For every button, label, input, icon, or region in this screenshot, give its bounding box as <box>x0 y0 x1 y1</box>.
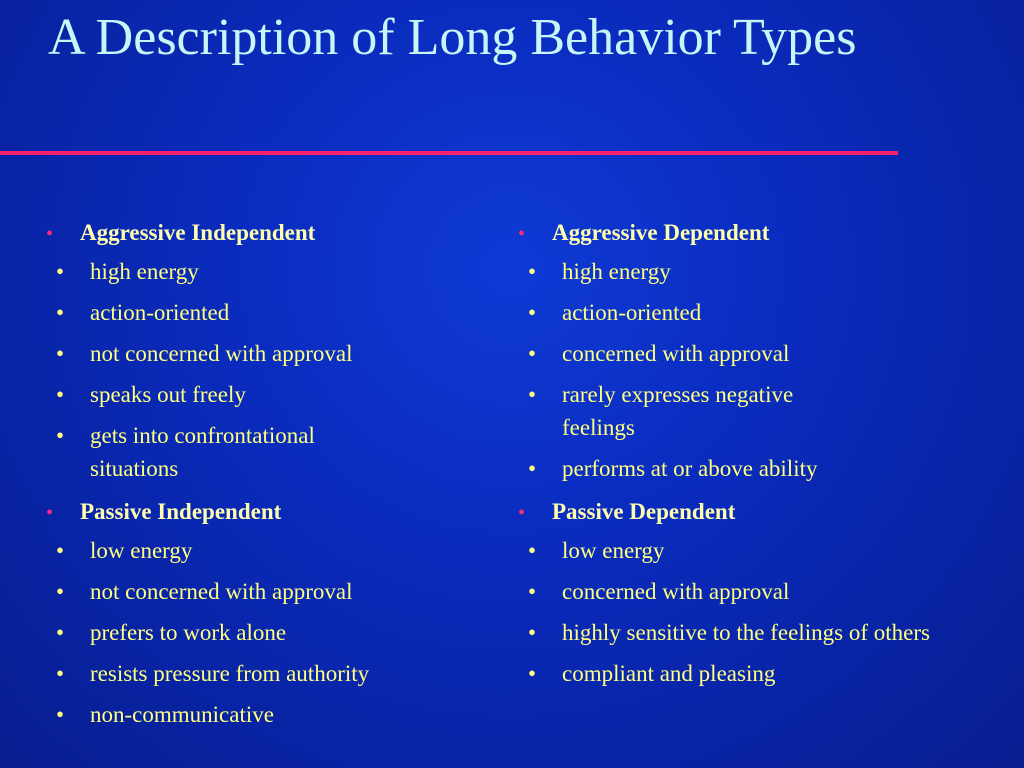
list-item-text: action-oriented <box>90 300 230 325</box>
list-item <box>46 296 516 329</box>
list-item-text: concerned with approval <box>562 341 790 366</box>
right-column <box>518 214 1008 698</box>
list-item-text: compliant and pleasing <box>562 661 776 686</box>
list-item <box>518 575 1008 608</box>
list-item-text: high energy <box>562 259 671 284</box>
bullet-icon: • <box>56 661 65 686</box>
group-passive-independent <box>46 493 516 731</box>
list-item <box>518 378 1008 444</box>
list-item-text: gets into confrontational situations <box>90 423 315 481</box>
bullet-icon: • <box>56 259 65 284</box>
bullet-icon: • <box>56 702 65 727</box>
list-item <box>46 378 516 411</box>
list-item-text: resists pressure from authority <box>90 661 370 686</box>
bullet-icon: • <box>528 259 537 284</box>
list-item-text: low energy <box>90 538 193 563</box>
list-item-text: rarely expresses negative feelings <box>562 382 794 440</box>
bullet-list <box>46 255 516 485</box>
bullet-icon: • <box>518 502 526 524</box>
list-item <box>46 534 516 567</box>
bullet-icon: • <box>56 382 65 407</box>
group-heading <box>518 214 1008 255</box>
bullet-icon: • <box>46 223 54 245</box>
list-item-text: non-communicative <box>90 702 274 727</box>
list-item <box>518 657 1008 690</box>
group-heading <box>518 493 1008 534</box>
list-item <box>46 419 516 485</box>
list-item <box>518 452 1008 485</box>
list-item-text: prefers to work alone <box>90 620 287 645</box>
group-title: Aggressive Independent <box>80 220 316 245</box>
list-item-text: high energy <box>90 259 199 284</box>
bullet-icon: • <box>56 538 65 563</box>
list-item-text: performs at or above ability <box>562 456 818 481</box>
bullet-icon: • <box>528 456 537 481</box>
bullet-icon: • <box>56 579 65 604</box>
bullet-icon: • <box>528 620 537 645</box>
list-item <box>46 616 516 649</box>
group-title: Passive Independent <box>80 499 282 524</box>
bullet-icon: • <box>518 223 526 245</box>
bullet-list <box>46 534 516 731</box>
bullet-icon: • <box>528 300 537 325</box>
list-item <box>518 534 1008 567</box>
title-divider <box>0 151 898 155</box>
list-item <box>518 337 1008 370</box>
bullet-icon: • <box>46 502 54 524</box>
bullet-icon: • <box>528 661 537 686</box>
bullet-icon: • <box>56 300 65 325</box>
group-title: Aggressive Dependent <box>552 220 770 245</box>
list-item-text: highly sensitive to the feelings of others <box>562 620 930 645</box>
left-column <box>46 214 516 739</box>
list-item-text: low energy <box>562 538 665 563</box>
list-item-text: speaks out freely <box>90 382 246 407</box>
group-aggressive-independent <box>46 214 516 485</box>
bullet-icon: • <box>528 382 537 407</box>
list-item <box>46 575 516 608</box>
list-item <box>46 657 516 690</box>
bullet-icon: • <box>56 341 65 366</box>
bullet-list <box>518 255 1008 485</box>
group-title: Passive Dependent <box>552 499 736 524</box>
group-aggressive-dependent <box>518 214 1008 485</box>
bullet-icon: • <box>528 341 537 366</box>
bullet-icon: • <box>56 620 65 645</box>
list-item-text: not concerned with approval <box>90 341 353 366</box>
bullet-icon: • <box>528 579 537 604</box>
group-heading <box>46 493 516 534</box>
slide-title: A Description of Long Behavior Types <box>48 9 857 66</box>
bullet-icon: • <box>528 538 537 563</box>
list-item-text: concerned with approval <box>562 579 790 604</box>
list-item <box>518 255 1008 288</box>
list-item-text: action-oriented <box>562 300 702 325</box>
group-heading <box>46 214 516 255</box>
group-passive-dependent <box>518 493 1008 690</box>
bullet-list <box>518 534 1008 690</box>
list-item <box>518 616 1008 649</box>
list-item <box>46 255 516 288</box>
list-item <box>518 296 1008 329</box>
list-item-text: not concerned with approval <box>90 579 353 604</box>
bullet-icon: • <box>56 423 65 448</box>
list-item <box>46 337 516 370</box>
list-item <box>46 698 516 731</box>
